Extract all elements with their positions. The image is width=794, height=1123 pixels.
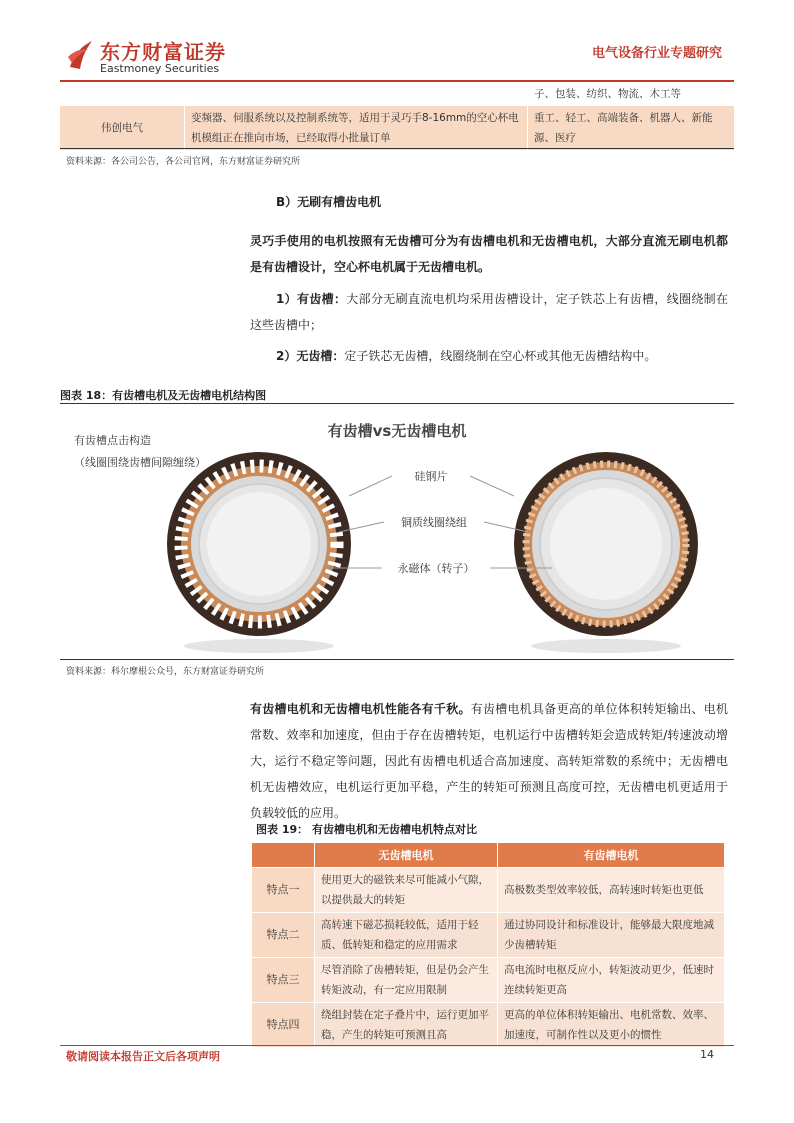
- slotted-item-text: 大部分无刷直流电机均采用齿槽设计，定子铁芯上有齿槽，线圈绕制在这些齿槽中；: [250, 292, 728, 332]
- comparison-paragraph: [250, 696, 728, 826]
- feature-comparison-table: [251, 842, 725, 1048]
- figure-heading: 有齿槽vs无齿槽电机: [327, 422, 467, 440]
- slotted-cell: 高极数类型效率较低，高转速时转矩也更低: [498, 868, 725, 913]
- applications-cell: 重工、轻工、高端装备、机器人、新能源、医疗: [528, 106, 735, 150]
- header-slotless: 无齿槽电机: [315, 843, 498, 868]
- figure18-title: 图表 18：有齿槽电机及无齿槽电机结构图: [60, 389, 267, 402]
- footer-disclaimer: 敬请阅读本报告正文后各项声明: [66, 1050, 220, 1063]
- slotless-item-text: 定子铁芯无齿槽，线圈绕制在空心杯或其他无齿槽结构中。: [344, 349, 657, 363]
- slotless-cell: 尽管消除了齿槽转矩，但是仍会产生转矩波动，有一定应用限制: [315, 958, 498, 1003]
- table-row: [252, 1003, 725, 1048]
- figure18-top-rule: [60, 403, 734, 404]
- eastmoney-logo-icon: [66, 37, 96, 71]
- silicon-steel-label: 硅钢片: [414, 470, 448, 483]
- slotless-motor-diagram: [514, 452, 698, 636]
- motor-structure-figure: [66, 408, 728, 658]
- comparison-lead: 有齿槽电机和无齿槽电机性能各有千秋。: [250, 702, 471, 716]
- table-row: [60, 82, 734, 106]
- table-header-row: [252, 843, 725, 868]
- header-slotted: 有齿槽电机: [498, 843, 725, 868]
- table-source-note: 资料来源：各公司公告，各公司官网，东方财富证券研究所: [66, 157, 301, 167]
- slotless-cell: 绕组封装在定子叠片中，运行更加平稳，产生的转矩可预测且高: [315, 1003, 498, 1048]
- slotted-motor-diagram: [167, 452, 351, 636]
- slot-structure-sublabel: （线圈围绕齿槽间隙缠绕）: [74, 456, 206, 469]
- row-label: 特点一: [252, 868, 315, 913]
- table-row: [60, 106, 734, 150]
- company-table-continued: [60, 82, 734, 150]
- table-row: [252, 868, 725, 913]
- logo-chinese-name: 东方财富证券: [100, 40, 226, 64]
- row-label: 特点三: [252, 958, 315, 1003]
- table-row: [252, 913, 725, 958]
- comparison-text: 有齿槽电机具备更高的单位体积转矩输出、电机常数、效率和加速度，但由于存在齿槽转矩，电机运行中齿槽转矩会造成转矩/转速波动增大，运行不稳定等问题，因此有齿槽电机适合高加速度、高转矩常数的系统中；无齿槽电机无齿槽效应，电机运行更加平稳，产生的转矩可预测且高度可控，无齿槽电机更适用于负载较低的应用。: [250, 702, 728, 820]
- section-paragraph: 灵巧手使用的电机按照有无齿槽可分为有齿槽电机和无齿槽电机，大部分直流无刷电机都是有齿槽设计，空心杯电机属于无齿槽电机。: [250, 234, 728, 274]
- figure18-bottom-rule: [60, 659, 734, 660]
- slotted-cell: 通过协同设计和标准设计，能够最大限度地减少齿槽转矩: [498, 913, 725, 958]
- header-blank: [252, 843, 315, 868]
- right-motor-shadow: [531, 639, 681, 653]
- figure18-source-note: 资料来源：科尔摩根公众号，东方财富证券研究所: [66, 667, 265, 677]
- section-subheading: B）无刷有槽齿电机: [276, 195, 382, 209]
- company-name-cell: 伟创电气: [60, 106, 185, 150]
- left-motor-shadow: [184, 639, 334, 653]
- slotless-item-label: 2）无齿槽：: [276, 349, 345, 363]
- slotted-cell: 高电流时电枢反应小，转矩波动更少，低速时连续转矩更高: [498, 958, 725, 1003]
- report-type: 电气设备行业专题研究: [591, 46, 722, 61]
- description-cell: 变频器、伺服系统以及控制系统等，适用于灵巧手8-16mm的空心杯电机模组正在推向市场，已经取得小批量订单: [185, 106, 528, 150]
- page-number: 14: [700, 1048, 714, 1061]
- slotless-cell: 高转速下磁芯损耗较低，适用于轻质、低转矩和稳定的应用需求: [315, 913, 498, 958]
- slotless-item: [250, 343, 728, 369]
- table19-title: 图表 19： 有齿槽电机和无齿槽电机特点对比: [256, 823, 477, 836]
- table-bottom-rule: [60, 148, 734, 149]
- slot-structure-label: 有齿槽点击构造: [74, 434, 151, 447]
- slotless-cell: 使用更大的磁铁来尽可能减小气隙，以提供最大的转矩: [315, 868, 498, 913]
- row-label: 特点二: [252, 913, 315, 958]
- permanent-magnet-label: 永磁体（转子）: [397, 562, 475, 575]
- slotted-cell: 更高的单位体积转矩输出、电机常数、效率、加速度，可制作性以及更小的惯性: [498, 1003, 725, 1048]
- apps-cell-tail: 子、包装、纺织、物流、木工等: [528, 82, 735, 106]
- row-label: 特点四: [252, 1003, 315, 1048]
- slotted-item-label: 1）有齿槽：: [276, 292, 347, 306]
- copper-winding-label: 铜质线圈绕组: [401, 516, 467, 529]
- slotted-item: [250, 286, 728, 338]
- table-row: [252, 958, 725, 1003]
- footer-divider: [60, 1045, 734, 1046]
- logo-english-name: Eastmoney Securities: [100, 62, 220, 75]
